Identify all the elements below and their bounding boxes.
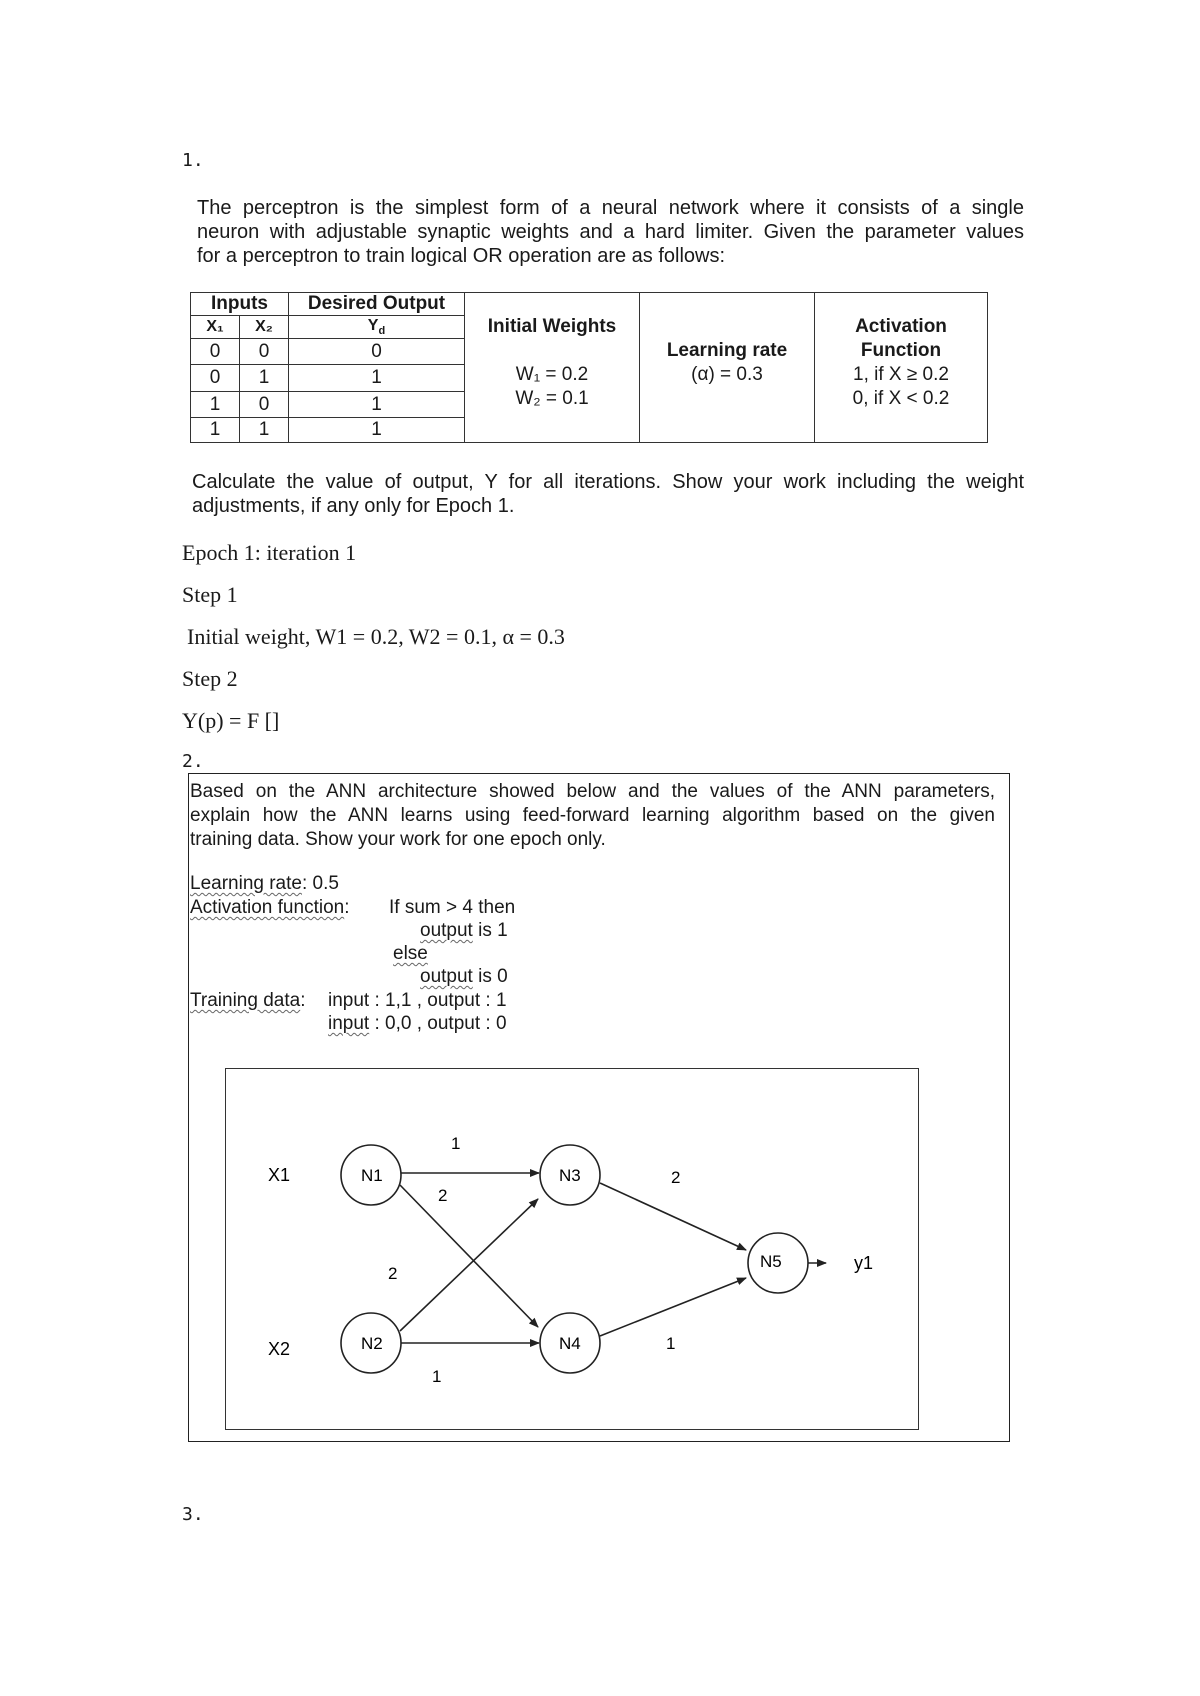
step-2-label: Step 2 bbox=[182, 666, 238, 691]
learning-rate-value: : 0.5 bbox=[301, 873, 339, 894]
formula-line: Y(p) = F [] bbox=[182, 708, 280, 733]
node-label: N1 bbox=[361, 1166, 383, 1185]
instruction-line: adjustments, if any only for Epoch 1. bbox=[192, 495, 515, 517]
learning-rate-header: Learning rate bbox=[666, 340, 788, 361]
table-cell: 1 bbox=[289, 365, 465, 392]
initial-weight-line: Initial weight, W1 = 0.2, W2 = 0.1, α = 0.3 bbox=[187, 624, 565, 649]
intro-line: The perceptron is the simplest form of a neural network where it consists of a single bbox=[197, 197, 1024, 219]
edge-n2-n3 bbox=[400, 1199, 538, 1331]
activation-label-row bbox=[190, 896, 349, 920]
table-cell: 1 bbox=[289, 391, 465, 418]
training-label-row bbox=[190, 989, 305, 1013]
ann-diagram bbox=[225, 1068, 919, 1430]
yd-header: $Y_d$ bbox=[289, 316, 465, 338]
intro-line: training data. Show your work for one epoch only. bbox=[190, 829, 606, 850]
table-cell: 0 bbox=[191, 338, 240, 365]
intro-line: for a perceptron to train logical OR operation are as follows: bbox=[197, 245, 726, 267]
weight-n4-n5: 1 bbox=[666, 1334, 676, 1353]
node-label: N2 bbox=[361, 1334, 383, 1353]
w2-value: W₂ = 0.1 bbox=[515, 388, 589, 409]
edge-n4-n5 bbox=[600, 1278, 746, 1336]
training-colon: : bbox=[300, 990, 306, 1011]
table-cell: 1 bbox=[240, 418, 289, 443]
intro-line: Based on the ANN architecture showed below and the values of the ANN parameters, bbox=[190, 781, 995, 802]
initial-weights-header: Initial Weights bbox=[487, 316, 617, 337]
x2-header: X₂ bbox=[240, 316, 289, 338]
perceptron-table bbox=[190, 292, 987, 443]
activation-header-2: Function bbox=[860, 340, 942, 361]
learning-rate-cell bbox=[640, 293, 815, 443]
inputs-header: Inputs bbox=[191, 293, 289, 316]
activation-header-1: Activation bbox=[855, 316, 947, 337]
activation-else-line bbox=[393, 942, 428, 966]
initial-weights-cell bbox=[465, 293, 640, 443]
edge-n1-n4 bbox=[400, 1185, 538, 1327]
question-2-number: 2. bbox=[182, 751, 204, 772]
activation-if-line: If sum > 4 then bbox=[389, 897, 516, 918]
edge-n3-n5 bbox=[600, 1183, 746, 1250]
ann-diagram-svg bbox=[226, 1069, 920, 1431]
question-1-number: 1. bbox=[182, 150, 204, 171]
question-3-number: 3. bbox=[182, 1504, 204, 1525]
intro-line: explain how the ANN learns using feed-forward learning algorithm based on the given bbox=[190, 805, 995, 826]
weight-n2-n3: 2 bbox=[388, 1264, 398, 1283]
activation-else-output-line bbox=[420, 965, 508, 989]
input-word: input bbox=[328, 1013, 370, 1034]
training-line-2 bbox=[328, 1012, 507, 1036]
desired-output-header: Desired Output bbox=[289, 293, 465, 316]
activation-then-line bbox=[420, 919, 508, 943]
activation-colon: : bbox=[344, 897, 350, 918]
x1-header: X₁ bbox=[191, 316, 240, 338]
question-2-intro bbox=[190, 780, 995, 852]
learning-rate-label: Learning rate bbox=[190, 873, 302, 894]
weight-n2-n4: 1 bbox=[432, 1367, 442, 1386]
activation-line-2: 0, if X < 0.2 bbox=[852, 388, 950, 409]
step-1-label: Step 1 bbox=[182, 582, 238, 607]
activation-else-rest: is 0 bbox=[472, 966, 508, 987]
node-label: N5 bbox=[760, 1252, 782, 1271]
table-cell: 0 bbox=[191, 365, 240, 392]
table-cell: 0 bbox=[289, 338, 465, 365]
table-cell: 1 bbox=[191, 418, 240, 443]
weight-n1-n3: 1 bbox=[451, 1134, 461, 1153]
table-cell: 0 bbox=[240, 391, 289, 418]
node-label: N3 bbox=[559, 1166, 581, 1185]
table-cell: 1 bbox=[191, 391, 240, 418]
activation-then-rest: is 1 bbox=[472, 920, 508, 941]
else-word: else bbox=[393, 943, 428, 964]
w1-value: W₁ = 0.2 bbox=[515, 364, 589, 385]
epoch-label: Epoch 1: iteration 1 bbox=[182, 540, 357, 565]
output-word: output bbox=[420, 920, 473, 941]
weight-n1-n4: 2 bbox=[438, 1186, 448, 1205]
intro-line: neuron with adjustable synaptic weights and a hard limiter. Given the parameter values bbox=[197, 221, 1024, 243]
question-1-intro bbox=[197, 196, 1024, 268]
activation-line-1: 1, if X ≥ 0.2 bbox=[853, 364, 949, 385]
learning-rate-value: (α) = 0.3 bbox=[691, 364, 763, 385]
training-line-1: input : 1,1 , output : 1 bbox=[328, 990, 507, 1011]
activation-function-label: Activation function bbox=[190, 897, 345, 918]
instruction-line: Calculate the value of output, Y for all iterations. Show your work including the weight bbox=[192, 471, 1024, 493]
table-cell: 1 bbox=[289, 418, 465, 443]
training-data-label: Training data bbox=[190, 990, 301, 1011]
weight-n3-n5: 2 bbox=[671, 1168, 681, 1187]
input-label-x2: X2 bbox=[268, 1339, 291, 1359]
output-word: output bbox=[420, 966, 473, 987]
question-1-instruction bbox=[192, 470, 1024, 518]
activation-function-cell bbox=[815, 293, 988, 443]
table-cell: 1 bbox=[240, 365, 289, 392]
input-label-x1: X1 bbox=[268, 1165, 291, 1185]
training-line-2-rest: : 0,0 , output : 0 bbox=[369, 1013, 507, 1034]
learning-rate-row bbox=[190, 872, 339, 896]
output-label-y1: y1 bbox=[854, 1253, 874, 1273]
table-cell: 0 bbox=[240, 338, 289, 365]
node-label: N4 bbox=[559, 1334, 581, 1353]
